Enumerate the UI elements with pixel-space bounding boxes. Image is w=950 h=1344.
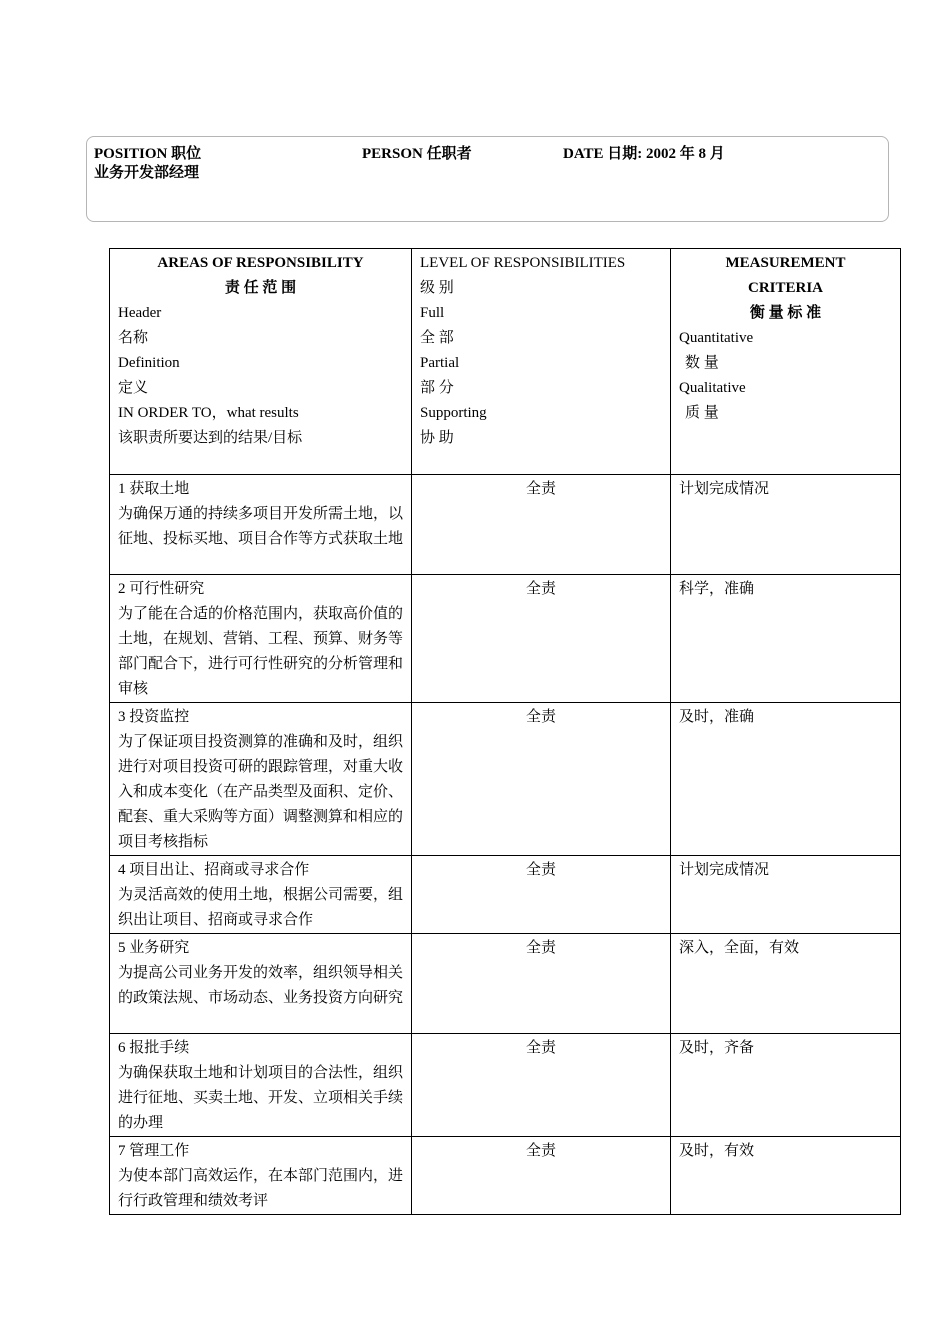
table-row [110, 856, 901, 934]
person-label: PERSON 任职者 [362, 146, 472, 162]
area-cell [110, 1034, 412, 1137]
area-cell [110, 475, 412, 575]
criteria-cell: 及时，齐备 [671, 1034, 901, 1137]
criteria-cell: 及时，准确 [671, 703, 901, 856]
area-title: 3 投资监控 [118, 709, 190, 725]
department-name: 业务开发部经理 [94, 165, 200, 181]
area-title: 4 项目出让、招商或寻求合作 [118, 862, 310, 878]
table-row [110, 575, 901, 703]
measure-title-1: MEASUREMENT [725, 255, 846, 271]
level-line: 级 别 [420, 280, 454, 296]
table-row [110, 934, 901, 1034]
responsibility-table [109, 248, 901, 1215]
measure-title-2: CRITERIA [747, 280, 823, 296]
measure-line: Qualitative [679, 380, 746, 396]
area-title: 2 可行性研究 [118, 581, 205, 597]
position-label: POSITION 职位 [94, 146, 202, 162]
measure-line: 数 量 [685, 355, 719, 371]
measure-line: Quantitative [679, 330, 754, 346]
criteria-cell: 深入，全面，有效 [671, 934, 901, 1034]
measure-header-cell [671, 249, 901, 475]
measure-line: 质 量 [685, 405, 719, 421]
level-title: LEVEL OF RESPONSIBILITIES [420, 255, 626, 271]
area-description: 为确保万通的持续多项目开发所需土地，以征地、投标买地、项目合作等方式获取土地 [118, 506, 404, 547]
level-line: 全 部 [420, 330, 454, 346]
table-row [110, 1137, 901, 1215]
level-cell: 全责 [412, 703, 671, 856]
table-header-row [110, 249, 901, 475]
areas-line: 该职责所要达到的结果/目标 [118, 430, 303, 446]
level-line: Supporting [420, 405, 487, 421]
area-description: 为提高公司业务开发的效率，组织领导相关的政策法规、市场动态、业务投资方向研究 [118, 965, 404, 1006]
level-cell: 全责 [412, 1034, 671, 1137]
criteria-cell: 及时，有效 [671, 1137, 901, 1215]
level-cell: 全责 [412, 575, 671, 703]
area-cell [110, 703, 412, 856]
area-title: 6 报批手续 [118, 1040, 190, 1056]
area-description: 为灵活高效的使用土地，根据公司需要，组织出让项目、招商或寻求合作 [118, 887, 404, 928]
level-line: 部 分 [420, 380, 454, 396]
table-row [110, 703, 901, 856]
level-line: Full [420, 305, 445, 321]
areas-line: Header [118, 305, 162, 321]
table-row [110, 1034, 901, 1137]
area-description: 为了保证项目投资测算的准确和及时，组织进行对项目投资可研的跟踪管理，对重大收入和成本变化（在产品类型及面积、定价、配套、重大采购等方面）调整测算和相应的项目考核指标 [118, 734, 404, 850]
area-cell [110, 856, 412, 934]
measure-title-cn: 衡 量 标 准 [749, 305, 822, 321]
criteria-cell: 计划完成情况 [671, 856, 901, 934]
level-header-cell [412, 249, 671, 475]
areas-line: IN ORDER TO，what results [118, 405, 299, 421]
areas-line: 名称 [118, 330, 149, 346]
level-line: Partial [420, 355, 460, 371]
area-title: 5 业务研究 [118, 940, 190, 956]
area-title: 7 管理工作 [118, 1143, 190, 1159]
area-cell [110, 934, 412, 1034]
area-description: 为确保获取土地和计划项目的合法性，组织进行征地、买卖土地、开发、立项相关手续的办理 [118, 1065, 404, 1131]
areas-title-cn: 责 任 范 围 [224, 280, 297, 296]
level-cell: 全责 [412, 856, 671, 934]
position-header-box [86, 136, 889, 222]
areas-line: Definition [118, 355, 180, 371]
level-cell: 全责 [412, 934, 671, 1034]
area-description: 为使本部门高效运作，在本部门范围内，进行行政管理和绩效考评 [118, 1168, 404, 1209]
area-cell [110, 575, 412, 703]
date-label: DATE 日期: 2002 年 8 月 [563, 146, 725, 162]
table-row [110, 475, 901, 575]
area-description: 为了能在合适的价格范围内，获取高价值的土地，在规划、营销、工程、预算、财务等部门配合下，进行可行性研究的分析管理和审核 [118, 606, 404, 697]
areas-title: AREAS OF RESPONSIBILITY [157, 255, 364, 271]
area-title: 1 获取土地 [118, 481, 190, 497]
level-line: 协 助 [420, 430, 454, 446]
criteria-cell: 科学，准确 [671, 575, 901, 703]
area-cell [110, 1137, 412, 1215]
criteria-cell: 计划完成情况 [671, 475, 901, 575]
level-cell: 全责 [412, 1137, 671, 1215]
areas-line: 定义 [118, 380, 149, 396]
areas-header-cell [110, 249, 412, 475]
level-cell: 全责 [412, 475, 671, 575]
